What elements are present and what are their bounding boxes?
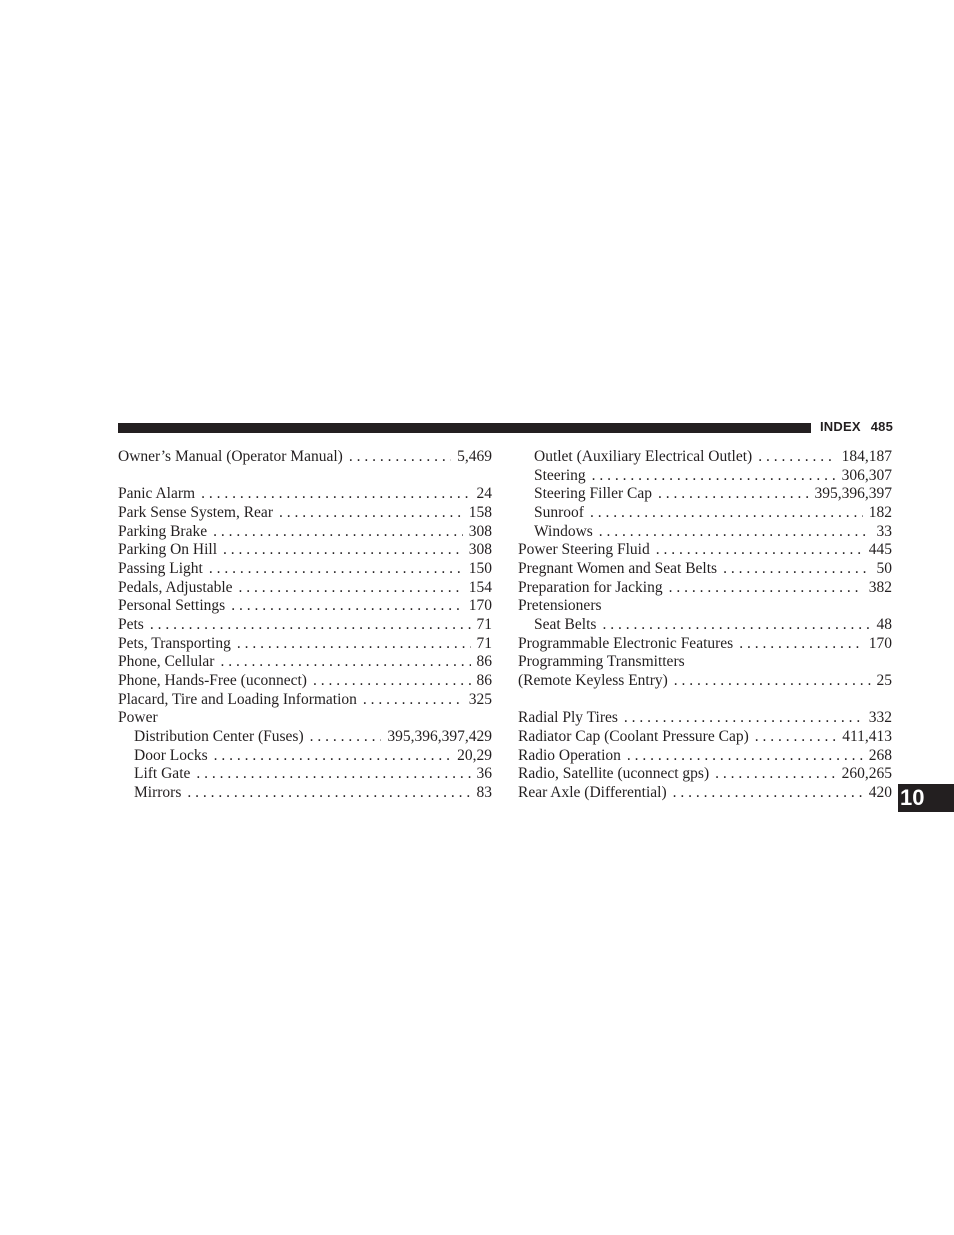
index-subentry	[518, 616, 892, 635]
dot-leader	[673, 784, 863, 803]
index-entry	[118, 485, 492, 504]
dot-leader	[313, 672, 471, 691]
index-subentry	[518, 485, 892, 504]
entry-label: Distribution Center (Fuses)	[134, 727, 304, 745]
index-entry	[118, 560, 492, 579]
entry-page-ref: 170	[868, 634, 892, 652]
entry-page-ref: 170	[468, 597, 492, 615]
entry-page-ref: 20,29	[457, 746, 492, 764]
dot-leader	[214, 747, 452, 766]
entry-page-ref: 5,469	[457, 448, 492, 465]
entry-page-ref: 71	[476, 615, 492, 633]
dot-leader	[310, 728, 382, 747]
entry-label: Pretensioners	[518, 597, 602, 615]
index-subentry	[118, 784, 492, 803]
index-entry	[518, 672, 892, 691]
dot-leader	[627, 747, 863, 766]
entry-page-ref: 420	[868, 783, 892, 801]
entry-label: Mirrors	[134, 783, 182, 801]
entry-label: Parking On Hill	[118, 541, 218, 559]
entry-page-ref: 325	[468, 690, 492, 708]
entry-label: Owner’s Manual (Operator Manual)	[118, 448, 343, 465]
entry-label: Rear Axle (Differential)	[518, 783, 667, 801]
spacer	[518, 691, 892, 710]
entry-page-ref: 182	[868, 503, 892, 521]
running-header	[820, 419, 893, 434]
entry-page-ref: 86	[476, 671, 492, 689]
index-entry	[518, 653, 892, 672]
section-title: INDEX	[820, 419, 861, 434]
spacer	[118, 467, 492, 486]
entry-label: Radio Operation	[518, 746, 621, 764]
entry-page-ref: 24	[476, 485, 492, 503]
dot-leader	[349, 448, 451, 467]
index-entry	[118, 635, 492, 654]
index-entry	[518, 765, 892, 784]
index-entry	[118, 616, 492, 635]
entry-label: Parking Brake	[118, 522, 208, 540]
entry-page-ref: 36	[476, 765, 492, 783]
index-column-left	[118, 448, 492, 802]
entry-page-ref: 154	[468, 578, 492, 596]
dot-leader	[674, 672, 871, 691]
index-entry	[518, 635, 892, 654]
dot-leader	[669, 579, 863, 598]
dot-leader	[209, 560, 463, 579]
dot-leader	[656, 541, 863, 560]
index-entry	[518, 728, 892, 747]
index-entry	[518, 541, 892, 560]
dot-leader	[187, 784, 470, 803]
header-rule	[118, 423, 811, 433]
entry-page-ref: 308	[468, 522, 492, 540]
entry-label: Radio, Satellite (uconnect gps)	[518, 765, 710, 783]
dot-leader	[220, 653, 470, 672]
entry-page-ref: 395,396,397	[814, 485, 892, 503]
entry-label: Pets	[118, 615, 144, 633]
entry-label: Sunroof	[534, 503, 584, 521]
index-entry	[118, 523, 492, 542]
entry-page-ref: 25	[876, 671, 892, 689]
entry-page-ref: 150	[468, 559, 492, 577]
index-entry	[518, 747, 892, 766]
index-entry	[118, 541, 492, 560]
index-entry	[118, 597, 492, 616]
dot-leader	[239, 579, 463, 598]
index-entry	[118, 653, 492, 672]
entry-label: Door Locks	[134, 746, 208, 764]
entry-page-ref: 48	[876, 615, 892, 633]
entry-page-ref: 83	[476, 783, 492, 801]
entry-page-ref: 50	[876, 559, 892, 577]
dot-leader	[715, 765, 836, 784]
index-entry	[118, 672, 492, 691]
chapter-tab: 10	[898, 784, 954, 812]
index-subentry	[518, 504, 892, 523]
dot-leader	[237, 635, 471, 654]
dot-leader	[279, 504, 463, 523]
entry-page-ref: 184,187	[841, 448, 892, 465]
entry-page-ref: 33	[876, 522, 892, 540]
entry-label: Panic Alarm	[118, 485, 196, 503]
entry-label: Radial Ply Tires	[518, 709, 618, 727]
index-subentry	[518, 448, 892, 467]
index-entry	[118, 579, 492, 598]
index-entry	[118, 504, 492, 523]
entry-page-ref: 158	[468, 503, 492, 521]
entry-page-ref: 395,396,397,429	[387, 727, 492, 745]
page-number: 485	[870, 419, 894, 434]
dot-leader	[196, 765, 470, 784]
entry-label: Programming Transmitters	[518, 653, 685, 671]
entry-label: Preparation for Jacking	[518, 578, 663, 596]
index-entry	[518, 784, 892, 803]
dot-leader	[363, 691, 463, 710]
index-entry	[518, 709, 892, 728]
entry-label: Lift Gate	[134, 765, 191, 783]
dot-leader	[599, 523, 871, 542]
entry-label: Pregnant Women and Seat Belts	[518, 559, 718, 577]
entry-label: Radiator Cap (Coolant Pressure Cap)	[518, 727, 749, 745]
entry-label: Steering Filler Cap	[534, 485, 652, 503]
dot-leader	[755, 728, 836, 747]
index-entry	[518, 579, 892, 598]
index-column-right	[518, 448, 892, 802]
index-subentry	[118, 728, 492, 747]
entry-page-ref: 332	[868, 709, 892, 727]
entry-label: Power Steering Fluid	[518, 541, 650, 559]
entry-page-ref: 382	[868, 578, 892, 596]
entry-label: Steering	[534, 466, 586, 484]
index-entry	[518, 597, 892, 616]
entry-label: Placard, Tire and Loading Information	[118, 690, 357, 708]
dot-leader	[150, 616, 471, 635]
entry-page-ref: 268	[868, 746, 892, 764]
entry-page-ref: 260,265	[841, 765, 892, 783]
entry-label: Outlet (Auxiliary Electrical Outlet)	[534, 448, 753, 465]
entry-label: Phone, Cellular	[118, 653, 215, 671]
entry-label: Pedals, Adjustable	[118, 578, 233, 596]
index-entry	[118, 709, 492, 728]
dot-leader	[592, 467, 836, 486]
dot-leader	[624, 709, 863, 728]
index-entry	[118, 448, 492, 467]
entry-label: Windows	[534, 522, 593, 540]
entry-label: Seat Belts	[534, 615, 597, 633]
entry-label: (Remote Keyless Entry)	[518, 671, 668, 689]
entry-label: Park Sense System, Rear	[118, 503, 273, 521]
dot-leader	[658, 485, 809, 504]
entry-page-ref: 445	[868, 541, 892, 559]
entry-label: Passing Light	[118, 559, 203, 577]
entry-label: Programmable Electronic Features	[518, 634, 734, 652]
entry-page-ref: 306,307	[841, 466, 892, 484]
entry-label: Pets, Transporting	[118, 634, 231, 652]
dot-leader	[758, 448, 835, 467]
entry-label: Personal Settings	[118, 597, 226, 615]
entry-label: Phone, Hands-Free (uconnect)	[118, 671, 307, 689]
dot-leader	[231, 597, 463, 616]
dot-leader	[590, 504, 863, 523]
dot-leader	[739, 635, 863, 654]
entry-label: Power	[118, 709, 158, 727]
index-entry	[518, 560, 892, 579]
dot-leader	[213, 523, 463, 542]
index-entry	[118, 691, 492, 710]
index-subentry	[118, 765, 492, 784]
index-subentry	[518, 523, 892, 542]
dot-leader	[602, 616, 870, 635]
dot-leader	[723, 560, 870, 579]
dot-leader	[223, 541, 463, 560]
index-subentry	[518, 467, 892, 486]
entry-page-ref: 86	[476, 653, 492, 671]
dot-leader	[201, 485, 470, 504]
entry-page-ref: 411,413	[842, 727, 892, 745]
index-subentry	[118, 747, 492, 766]
entry-page-ref: 308	[468, 541, 492, 559]
entry-page-ref: 71	[476, 634, 492, 652]
